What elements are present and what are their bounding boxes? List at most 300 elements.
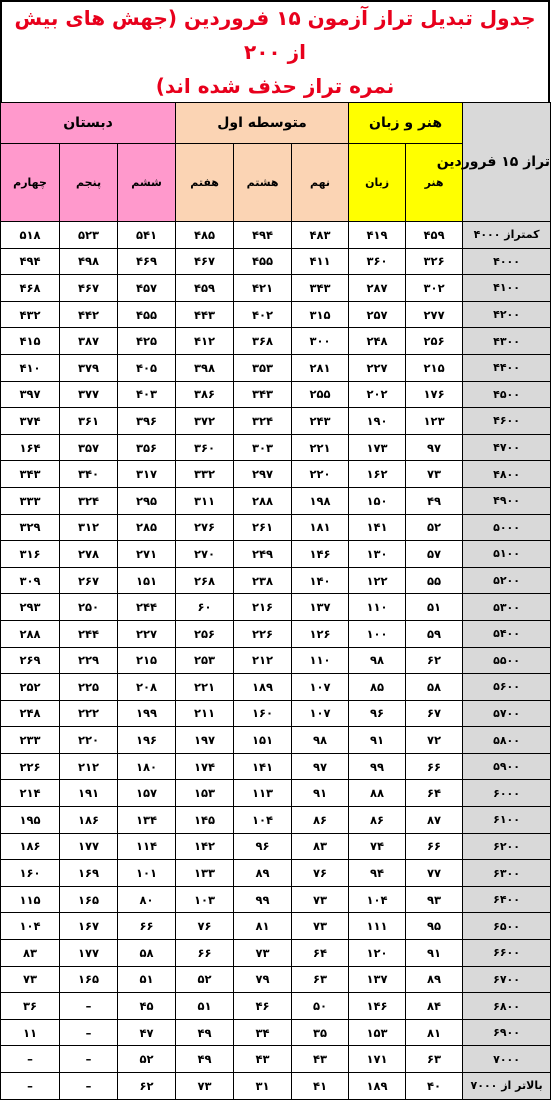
row-key-cell: ۵۸۰۰ bbox=[463, 727, 551, 754]
value-cell: ۶۶ bbox=[406, 753, 463, 780]
value-cell: ۲۴۸ bbox=[349, 328, 406, 355]
value-cell: ۹۱ bbox=[406, 940, 463, 967]
conversion-table bbox=[0, 102, 551, 1100]
table-row bbox=[1, 328, 551, 355]
col-header-grade-7: هفتم bbox=[176, 144, 234, 222]
row-key-cell: ۴۱۰۰ bbox=[463, 275, 551, 302]
table-row bbox=[1, 913, 551, 940]
value-cell: ۱۷۳ bbox=[349, 434, 406, 461]
value-cell: ۴۹۴ bbox=[1, 248, 60, 275]
value-cell: ۲۲۹ bbox=[60, 647, 118, 674]
value-cell: ۵۴۱ bbox=[118, 222, 176, 249]
row-key-cell: ۵۰۰۰ bbox=[463, 514, 551, 541]
value-cell: ۴۳۲ bbox=[1, 301, 60, 328]
value-cell: ۲۱۴ bbox=[1, 780, 60, 807]
value-cell: ۳۳۲ bbox=[176, 461, 234, 488]
value-cell: ۹۶ bbox=[349, 700, 406, 727]
value-cell: ۱۹۸ bbox=[292, 487, 349, 514]
table-row bbox=[1, 275, 551, 302]
group-header-elementary: دبستان bbox=[1, 103, 176, 144]
value-cell: ۴۰۵ bbox=[118, 354, 176, 381]
value-cell: ۵۲ bbox=[176, 966, 234, 993]
value-cell: ۱۰۳ bbox=[176, 886, 234, 913]
value-cell: ۳۶۰ bbox=[176, 434, 234, 461]
value-cell: ۱۵۳ bbox=[176, 780, 234, 807]
table-row bbox=[1, 248, 551, 275]
value-cell: – bbox=[60, 1073, 118, 1100]
value-cell: ۱۸۶ bbox=[1, 833, 60, 860]
value-cell: ۵۹ bbox=[406, 620, 463, 647]
value-cell: ۵۷ bbox=[406, 541, 463, 568]
value-cell: ۳۴۳ bbox=[234, 381, 292, 408]
value-cell: ۳۲۹ bbox=[1, 514, 60, 541]
value-cell: ۴۸۳ bbox=[292, 222, 349, 249]
row-key-cell: ۴۲۰۰ bbox=[463, 301, 551, 328]
value-cell: ۳۸۶ bbox=[176, 381, 234, 408]
value-cell: ۳۰۳ bbox=[234, 434, 292, 461]
value-cell: ۱۹۶ bbox=[118, 727, 176, 754]
value-cell: ۱۲۰ bbox=[349, 940, 406, 967]
value-cell: ۸۹ bbox=[406, 966, 463, 993]
value-cell: ۴۰۳ bbox=[118, 381, 176, 408]
value-cell: ۲۴۴ bbox=[60, 620, 118, 647]
value-cell: ۹۸ bbox=[349, 647, 406, 674]
table-row bbox=[1, 700, 551, 727]
value-cell: ۹۱ bbox=[349, 727, 406, 754]
key-column-header: تراز ۱۵ فروردین bbox=[463, 103, 551, 222]
value-cell: ۲۳۳ bbox=[1, 727, 60, 754]
value-cell: ۴۸۵ bbox=[176, 222, 234, 249]
row-key-cell: ۵۱۰۰ bbox=[463, 541, 551, 568]
value-cell: ۲۵۵ bbox=[292, 381, 349, 408]
value-cell: ۱۸۹ bbox=[234, 674, 292, 701]
value-cell: ۲۰۸ bbox=[118, 674, 176, 701]
value-cell: ۱۷۶ bbox=[406, 381, 463, 408]
value-cell: ۱۴۱ bbox=[234, 753, 292, 780]
value-cell: ۳۰۲ bbox=[406, 275, 463, 302]
value-cell: ۳۵۳ bbox=[234, 354, 292, 381]
value-cell: ۱۹۱ bbox=[60, 780, 118, 807]
value-cell: ۱۴۲ bbox=[176, 833, 234, 860]
value-cell: ۳۵۶ bbox=[118, 434, 176, 461]
value-cell: ۲۲۷ bbox=[349, 354, 406, 381]
value-cell: ۱۳۴ bbox=[118, 807, 176, 834]
row-key-cell: ۶۲۰۰ bbox=[463, 833, 551, 860]
value-cell: ۳۶۱ bbox=[60, 408, 118, 435]
value-cell: ۹۳ bbox=[406, 886, 463, 913]
value-cell: ۱۸۰ bbox=[118, 753, 176, 780]
value-cell: ۲۱۶ bbox=[234, 594, 292, 621]
row-key-cell: کمتراز ۴۰۰۰ bbox=[463, 222, 551, 249]
value-cell: ۷۳ bbox=[234, 940, 292, 967]
value-cell: ۱۱۴ bbox=[118, 833, 176, 860]
value-cell: ۳۱۲ bbox=[60, 514, 118, 541]
value-cell: ۳۳۳ bbox=[1, 487, 60, 514]
value-cell: ۳۱۷ bbox=[118, 461, 176, 488]
value-cell: ۱۹۵ bbox=[1, 807, 60, 834]
group-header-row bbox=[1, 103, 551, 144]
table-body bbox=[1, 222, 551, 1100]
value-cell: ۳۱۶ bbox=[1, 541, 60, 568]
value-cell: ۲۵۲ bbox=[1, 674, 60, 701]
value-cell: ۲۱۵ bbox=[406, 354, 463, 381]
value-cell: – bbox=[60, 1046, 118, 1073]
value-cell: ۲۷۶ bbox=[176, 514, 234, 541]
page-title bbox=[0, 0, 550, 102]
value-cell: ۳۹۷ bbox=[1, 381, 60, 408]
value-cell: ۳۴ bbox=[234, 1019, 292, 1046]
value-cell: – bbox=[1, 1046, 60, 1073]
value-cell: ۷۹ bbox=[234, 966, 292, 993]
value-cell: ۳۰۹ bbox=[1, 567, 60, 594]
title-line-2: نمره تراز حذف شده اند) bbox=[155, 74, 395, 98]
value-cell: ۱۱۳ bbox=[234, 780, 292, 807]
value-cell: ۳۱۵ bbox=[292, 301, 349, 328]
value-cell: ۹۷ bbox=[406, 434, 463, 461]
value-cell: ۲۸۷ bbox=[349, 275, 406, 302]
value-cell: ۶۶ bbox=[406, 833, 463, 860]
value-cell: ۲۲۷ bbox=[118, 620, 176, 647]
value-cell: ۱۲۳ bbox=[406, 408, 463, 435]
value-cell: ۱۴۵ bbox=[176, 807, 234, 834]
value-cell: ۲۲۵ bbox=[60, 674, 118, 701]
title-line-1: جدول تبدیل تراز آزمون ۱۵ فروردین (جهش های بیش از ۲۰۰ bbox=[14, 6, 536, 64]
value-cell: ۴۰۲ bbox=[234, 301, 292, 328]
value-cell: ۶۶ bbox=[176, 940, 234, 967]
value-cell: ۹۹ bbox=[349, 753, 406, 780]
value-cell: ۳۷۹ bbox=[60, 354, 118, 381]
row-key-cell: ۶۵۰۰ bbox=[463, 913, 551, 940]
value-cell: ۱۶۴ bbox=[1, 434, 60, 461]
value-cell: ۹۷ bbox=[292, 753, 349, 780]
value-cell: ۸۱ bbox=[234, 913, 292, 940]
value-cell: ۴۶ bbox=[234, 993, 292, 1020]
value-cell: ۸۷ bbox=[406, 807, 463, 834]
value-cell: ۱۶۵ bbox=[60, 966, 118, 993]
table-row bbox=[1, 993, 551, 1020]
value-cell: ۱۰۰ bbox=[349, 620, 406, 647]
value-cell: ۹۶ bbox=[234, 833, 292, 860]
value-cell: ۲۵۷ bbox=[349, 301, 406, 328]
value-cell: ۴۲۵ bbox=[118, 328, 176, 355]
value-cell: ۵۸ bbox=[118, 940, 176, 967]
table-row bbox=[1, 647, 551, 674]
value-cell: ۶۰ bbox=[176, 594, 234, 621]
row-key-cell: ۶۰۰۰ bbox=[463, 780, 551, 807]
value-cell: ۴۶۹ bbox=[118, 248, 176, 275]
row-key-cell: ۵۹۰۰ bbox=[463, 753, 551, 780]
value-cell: ۳۴۳ bbox=[292, 275, 349, 302]
value-cell: ۲۵۶ bbox=[406, 328, 463, 355]
value-cell: ۲۱۲ bbox=[60, 753, 118, 780]
col-header-grade-4: چهارم bbox=[1, 144, 60, 222]
col-header-grade-5: پنجم bbox=[60, 144, 118, 222]
value-cell: ۹۱ bbox=[292, 780, 349, 807]
table-row bbox=[1, 753, 551, 780]
table-row bbox=[1, 727, 551, 754]
table-row bbox=[1, 1046, 551, 1073]
value-cell: ۸۰ bbox=[118, 886, 176, 913]
value-cell: ۲۵۶ bbox=[176, 620, 234, 647]
value-cell: ۱۹۷ bbox=[176, 727, 234, 754]
value-cell: ۸۸ bbox=[349, 780, 406, 807]
value-cell: ۱۶۷ bbox=[60, 913, 118, 940]
value-cell: ۳۲۶ bbox=[406, 248, 463, 275]
value-cell: ۵۲۳ bbox=[60, 222, 118, 249]
value-cell: ۴۹۸ bbox=[60, 248, 118, 275]
value-cell: ۴۱۹ bbox=[349, 222, 406, 249]
value-cell: ۱۸۹ bbox=[349, 1073, 406, 1100]
row-key-cell: ۴۴۰۰ bbox=[463, 354, 551, 381]
value-cell: ۲۶۷ bbox=[60, 567, 118, 594]
table-row bbox=[1, 222, 551, 249]
value-cell: ۴۰ bbox=[406, 1073, 463, 1100]
value-cell: ۷۶ bbox=[292, 860, 349, 887]
table-row bbox=[1, 381, 551, 408]
value-cell: ۱۰۷ bbox=[292, 700, 349, 727]
value-cell: ۵۱ bbox=[406, 594, 463, 621]
value-cell: ۱۸۶ bbox=[60, 807, 118, 834]
table-row bbox=[1, 860, 551, 887]
value-cell: ۶۴ bbox=[292, 940, 349, 967]
table-row bbox=[1, 301, 551, 328]
value-cell: ۴۱ bbox=[292, 1073, 349, 1100]
value-cell: ۴۵۹ bbox=[406, 222, 463, 249]
value-cell: ۲۸۸ bbox=[1, 620, 60, 647]
value-cell: ۲۱۱ bbox=[176, 700, 234, 727]
value-cell: ۲۷۷ bbox=[406, 301, 463, 328]
row-key-cell: ۴۸۰۰ bbox=[463, 461, 551, 488]
table-row bbox=[1, 940, 551, 967]
value-cell: ۵۲ bbox=[118, 1046, 176, 1073]
value-cell: ۲۴۹ bbox=[234, 541, 292, 568]
value-cell: ۱۰۴ bbox=[1, 913, 60, 940]
value-cell: ۲۳۸ bbox=[234, 567, 292, 594]
value-cell: ۸۳ bbox=[1, 940, 60, 967]
value-cell: ۱۱۱ bbox=[349, 913, 406, 940]
value-cell: ۳۶ bbox=[1, 993, 60, 1020]
row-key-cell: ۵۶۰۰ bbox=[463, 674, 551, 701]
value-cell: ۱۰۴ bbox=[349, 886, 406, 913]
value-cell: ۱۴۶ bbox=[349, 993, 406, 1020]
row-key-cell: بالاتر از ۷۰۰۰ bbox=[463, 1073, 551, 1100]
row-key-cell: ۶۸۰۰ bbox=[463, 993, 551, 1020]
value-cell: ۱۶۹ bbox=[60, 860, 118, 887]
value-cell: ۱۱۰ bbox=[292, 647, 349, 674]
value-cell: ۶۴ bbox=[406, 780, 463, 807]
value-cell: ۲۲۰ bbox=[292, 461, 349, 488]
row-key-cell: ۵۳۰۰ bbox=[463, 594, 551, 621]
value-cell: ۱۵۳ bbox=[349, 1019, 406, 1046]
value-cell: ۲۲۲ bbox=[60, 700, 118, 727]
value-cell: ۲۴۸ bbox=[1, 700, 60, 727]
value-cell: ۱۳۷ bbox=[292, 594, 349, 621]
value-cell: ۶۲ bbox=[406, 647, 463, 674]
value-cell: ۵۰ bbox=[292, 993, 349, 1020]
value-cell: ۴۴۳ bbox=[176, 301, 234, 328]
value-cell: ۲۹۳ bbox=[1, 594, 60, 621]
value-cell: ۵۲ bbox=[406, 514, 463, 541]
value-cell: ۱۳۰ bbox=[349, 541, 406, 568]
value-cell: ۹۵ bbox=[406, 913, 463, 940]
value-cell: ۶۳ bbox=[292, 966, 349, 993]
value-cell: ۴۵۹ bbox=[176, 275, 234, 302]
value-cell: ۳۱۱ bbox=[176, 487, 234, 514]
value-cell: ۸۱ bbox=[406, 1019, 463, 1046]
value-cell: ۸۴ bbox=[406, 993, 463, 1020]
value-cell: ۱۶۰ bbox=[234, 700, 292, 727]
table-row bbox=[1, 807, 551, 834]
table-row bbox=[1, 780, 551, 807]
value-cell: ۴۱۲ bbox=[176, 328, 234, 355]
value-cell: ۳۶۰ bbox=[349, 248, 406, 275]
value-cell: ۴۳ bbox=[234, 1046, 292, 1073]
value-cell: ۱۱۰ bbox=[349, 594, 406, 621]
value-cell: ۳۷۷ bbox=[60, 381, 118, 408]
value-cell: ۶۲ bbox=[118, 1073, 176, 1100]
value-cell: ۲۶۹ bbox=[1, 647, 60, 674]
table-row bbox=[1, 620, 551, 647]
value-cell: ۲۵۰ bbox=[60, 594, 118, 621]
value-cell: ۳۸۷ bbox=[60, 328, 118, 355]
value-cell: ۲۵۳ bbox=[176, 647, 234, 674]
table-row bbox=[1, 833, 551, 860]
group-header-art-language: هنر و زبان bbox=[349, 103, 463, 144]
value-cell: ۱۵۷ bbox=[118, 780, 176, 807]
col-header-grade-8: هشتم bbox=[234, 144, 292, 222]
value-cell: ۲۴۳ bbox=[292, 408, 349, 435]
value-cell: ۲۶۱ bbox=[234, 514, 292, 541]
row-key-cell: ۵۲۰۰ bbox=[463, 567, 551, 594]
value-cell: ۳۹۶ bbox=[118, 408, 176, 435]
value-cell: ۱۵۱ bbox=[118, 567, 176, 594]
value-cell: ۷۷ bbox=[406, 860, 463, 887]
value-cell: ۸۹ bbox=[234, 860, 292, 887]
group-header-middle-school: متوسطه اول bbox=[176, 103, 349, 144]
value-cell: ۹۸ bbox=[292, 727, 349, 754]
col-header-grade-9: نهم bbox=[292, 144, 349, 222]
value-cell: ۷۳ bbox=[292, 886, 349, 913]
value-cell: ۲۸۵ bbox=[118, 514, 176, 541]
value-cell: ۱۷۷ bbox=[60, 940, 118, 967]
row-key-cell: ۴۷۰۰ bbox=[463, 434, 551, 461]
value-cell: ۴۵۵ bbox=[234, 248, 292, 275]
value-cell: ۱۴۰ bbox=[292, 567, 349, 594]
value-cell: ۳۶۸ bbox=[234, 328, 292, 355]
value-cell: ۱۶۰ bbox=[1, 860, 60, 887]
value-cell: ۳۹۸ bbox=[176, 354, 234, 381]
value-cell: ۲۹۵ bbox=[118, 487, 176, 514]
row-key-cell: ۶۴۰۰ bbox=[463, 886, 551, 913]
value-cell: – bbox=[1, 1073, 60, 1100]
value-cell: ۲۸۱ bbox=[292, 354, 349, 381]
row-key-cell: ۴۶۰۰ bbox=[463, 408, 551, 435]
row-key-cell: ۶۹۰۰ bbox=[463, 1019, 551, 1046]
value-cell: ۱۳۳ bbox=[176, 860, 234, 887]
row-key-cell: ۵۵۰۰ bbox=[463, 647, 551, 674]
table-row bbox=[1, 594, 551, 621]
value-cell: ۱۱۵ bbox=[1, 886, 60, 913]
row-key-cell: ۴۵۰۰ bbox=[463, 381, 551, 408]
value-cell: ۳۷۲ bbox=[176, 408, 234, 435]
value-cell: ۴۷ bbox=[118, 1019, 176, 1046]
value-cell: ۴۹۴ bbox=[234, 222, 292, 249]
value-cell: ۹۹ bbox=[234, 886, 292, 913]
value-cell: ۳۴۰ bbox=[60, 461, 118, 488]
value-cell: ۲۸۸ bbox=[234, 487, 292, 514]
value-cell: ۲۰۲ bbox=[349, 381, 406, 408]
value-cell: ۷۳ bbox=[1, 966, 60, 993]
value-cell: ۱۹۹ bbox=[118, 700, 176, 727]
table-row bbox=[1, 487, 551, 514]
row-key-cell: ۵۷۰۰ bbox=[463, 700, 551, 727]
value-cell: ۱۲۲ bbox=[349, 567, 406, 594]
value-cell: ۳۵ bbox=[292, 1019, 349, 1046]
value-cell: ۴۹ bbox=[176, 1019, 234, 1046]
value-cell: ۱۷۷ bbox=[60, 833, 118, 860]
value-cell: ۲۹۷ bbox=[234, 461, 292, 488]
value-cell: ۷۳ bbox=[292, 913, 349, 940]
value-cell: ۱۹۰ bbox=[349, 408, 406, 435]
value-cell: ۱۰۷ bbox=[292, 674, 349, 701]
value-cell: ۹۴ bbox=[349, 860, 406, 887]
value-cell: ۴۴۲ bbox=[60, 301, 118, 328]
value-cell: – bbox=[60, 993, 118, 1020]
value-cell: ۴۶۷ bbox=[176, 248, 234, 275]
value-cell: ۴۵۷ bbox=[118, 275, 176, 302]
row-key-cell: ۶۳۰۰ bbox=[463, 860, 551, 887]
value-cell: ۷۴ bbox=[349, 833, 406, 860]
value-cell: ۱۷۴ bbox=[176, 753, 234, 780]
value-cell: ۱۸۱ bbox=[292, 514, 349, 541]
value-cell: ۵۱ bbox=[176, 993, 234, 1020]
value-cell: ۷۶ bbox=[176, 913, 234, 940]
value-cell: ۱۰۴ bbox=[234, 807, 292, 834]
row-key-cell: ۷۰۰۰ bbox=[463, 1046, 551, 1073]
value-cell: ۴۶۷ bbox=[60, 275, 118, 302]
value-cell: ۸۶ bbox=[349, 807, 406, 834]
value-cell: ۱۶۵ bbox=[60, 886, 118, 913]
value-cell: ۶۳ bbox=[406, 1046, 463, 1073]
table-row bbox=[1, 434, 551, 461]
value-cell: ۱۲۶ bbox=[292, 620, 349, 647]
col-header-language: زبان bbox=[349, 144, 406, 222]
value-cell: – bbox=[60, 1019, 118, 1046]
value-cell: ۴۵ bbox=[118, 993, 176, 1020]
value-cell: ۴۶۸ bbox=[1, 275, 60, 302]
value-cell: ۴۵۵ bbox=[118, 301, 176, 328]
value-cell: ۷۳ bbox=[406, 461, 463, 488]
value-cell: ۲۶۸ bbox=[176, 567, 234, 594]
value-cell: ۳۱ bbox=[234, 1073, 292, 1100]
table-row bbox=[1, 514, 551, 541]
value-cell: ۴۹ bbox=[406, 487, 463, 514]
value-cell: ۵۸ bbox=[406, 674, 463, 701]
value-cell: ۲۲۱ bbox=[176, 674, 234, 701]
value-cell: ۵۱ bbox=[118, 966, 176, 993]
table-row bbox=[1, 408, 551, 435]
value-cell: ۵۵ bbox=[406, 567, 463, 594]
value-cell: ۸۳ bbox=[292, 833, 349, 860]
value-cell: ۶۶ bbox=[118, 913, 176, 940]
value-cell: ۱۳۷ bbox=[349, 966, 406, 993]
value-cell: ۸۶ bbox=[292, 807, 349, 834]
value-cell: ۲۲۰ bbox=[60, 727, 118, 754]
row-key-cell: ۶۱۰۰ bbox=[463, 807, 551, 834]
value-cell: ۷۲ bbox=[406, 727, 463, 754]
value-cell: ۲۲۶ bbox=[1, 753, 60, 780]
row-key-cell: ۴۹۰۰ bbox=[463, 487, 551, 514]
